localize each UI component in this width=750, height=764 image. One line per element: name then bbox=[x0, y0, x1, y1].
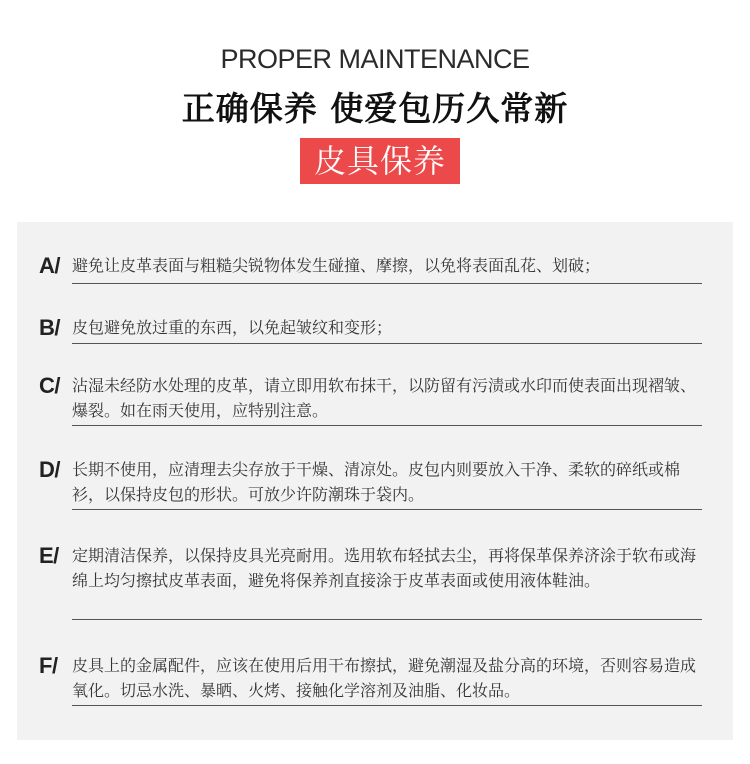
subtitle-english: PROPER MAINTENANCE bbox=[220, 44, 530, 74]
item-divider bbox=[72, 619, 702, 620]
item-text: 长期不使用，应清理去尖存放于干燥、清凉处。皮包内则要放入干净、柔软的碎纸或棉衫，以保持皮包的形状。可放少许防潮珠于袋内。 bbox=[72, 460, 681, 504]
item-text: 沾湿未经防水处理的皮革，请立即用软布抹干，以防留有污渍或水印而使表面出现褶皱、爆裂。如在雨天使用，应特别注意。 bbox=[72, 376, 697, 420]
item-text: 避免让皮革表面与粗糙尖锐物体发生碰撞、摩擦，以免将表面乱花、划破； bbox=[72, 256, 601, 275]
item-letter: B/ bbox=[39, 315, 60, 340]
item-divider bbox=[72, 425, 702, 426]
item-text: 皮具上的金属配件，应该在使用后用干布擦拭，避免潮湿及盐分高的环境，否则容易造成氧化。切忌水洗、暴晒、火烤、接触化学溶剂及油脂、化妆品。 bbox=[72, 656, 697, 700]
maintenance-list bbox=[17, 222, 733, 740]
item-text: 定期清洁保养，以保持皮具光亮耐用。选用软布轻拭去尘，再将保革保养济涂于软布或海绵上均匀擦拭皮革表面，避免将保养剂直接涂于皮革表面或使用液体鞋油。 bbox=[72, 546, 697, 590]
item-letter: A/ bbox=[39, 253, 60, 278]
item-letter: D/ bbox=[39, 457, 60, 482]
item-divider bbox=[72, 283, 702, 284]
header bbox=[0, 0, 750, 222]
item-divider bbox=[72, 705, 702, 706]
item-divider bbox=[72, 509, 702, 510]
item-letter: E/ bbox=[39, 543, 59, 568]
item-letter: F/ bbox=[39, 653, 58, 678]
item-letter: C/ bbox=[39, 373, 60, 398]
item-text: 皮包避免放过重的东西，以免起皱纹和变形； bbox=[72, 318, 393, 337]
section-badge: 皮具保养 bbox=[300, 138, 460, 184]
page-title: 正确保养 使爱包历久常新 bbox=[181, 89, 569, 128]
item-divider bbox=[72, 343, 702, 344]
